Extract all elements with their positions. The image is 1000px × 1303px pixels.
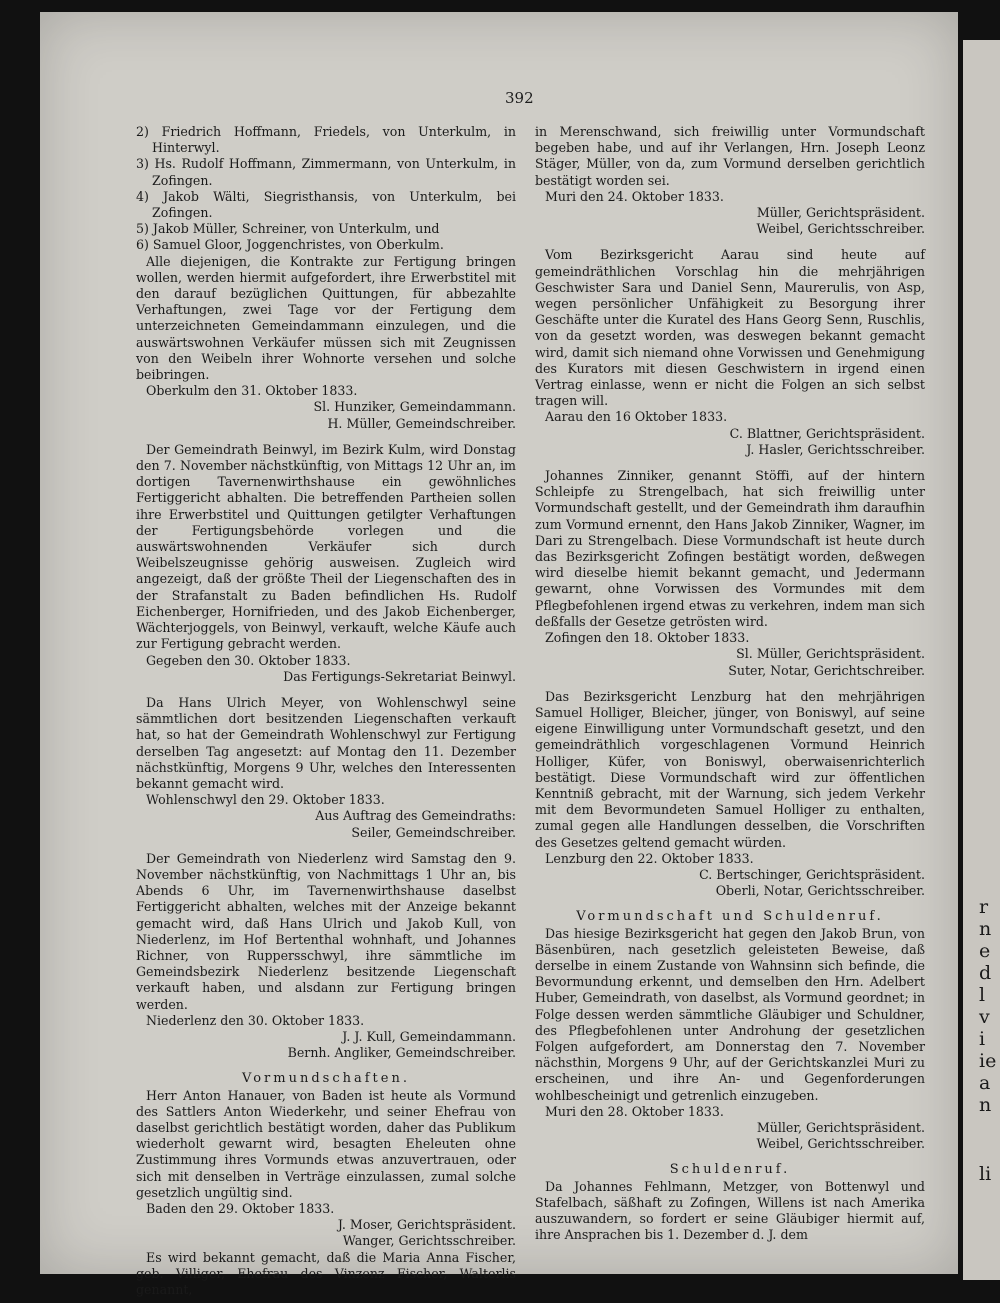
- notice-text: Der Gemeindrath Beinwyl, im Bezirk Kulm, wird Donstag den 7. November nächstkünftig, von Mittags 12 Uhr an, im dortigen Tavernenwirthshause ein gewöhnliches Fertiggericht abhalten. Die betreffenden Partheien sollen ihre Erwerbstitel und Quittungen getilgter Verhaftungen der Fertigungsbehörde vorlegen und die auswärtswohnenden Verkäufer sich durch Weibelszeugnisse gehörig ausweisen. Zugleich wird angezeigt, daß der größte Theil der Liegenschaften des in der Strafanstalt zu Baden befindlichen Hs. Rudolf Eichenberger, Hornifrieden, und des Jakob Eichenberger, Wächterjoggels, von Beinwyl, verkauft, welche Käufe auch zur Fertigung gebracht werden.: [136, 441, 516, 652]
- edge-letter: r: [979, 896, 989, 918]
- section-heading: Vormundschaften.: [242, 1071, 410, 1087]
- edge-letter: e: [979, 940, 991, 962]
- notice-signature: Sl. Müller, Gerichtspräsident.: [736, 646, 925, 662]
- notice-signature: C. Blattner, Gerichtspräsident.: [729, 425, 925, 441]
- notice-signature: Wanger, Gerichtsschreiber.: [342, 1233, 516, 1249]
- notice-date: Muri den 28. Oktober 1833.: [545, 1103, 724, 1119]
- notice-signature: C. Bertschinger, Gerichtspräsident.: [699, 866, 925, 882]
- notice-date: Gegeben den 30. Oktober 1833.: [146, 652, 351, 668]
- edge-letter: li: [979, 1163, 992, 1185]
- notice-signature: J. J. Kull, Gemeindammann.: [342, 1028, 516, 1044]
- list-item: 6) Samuel Gloor, Joggenchristes, von Oberkulm.: [136, 237, 444, 253]
- adjacent-page-edge: [963, 40, 1000, 1280]
- edge-letter: i: [979, 1028, 986, 1050]
- notice-date: Wohlenschwyl den 29. Oktober 1833.: [146, 792, 385, 808]
- notice-text: Es wird bekannt gemacht, daß die Maria Anna Fischer, geb. Villiger, Ehefrau des Vinzenz Fischer, Walterlis genannt,: [136, 1249, 516, 1298]
- notice-text: Das hiesige Bezirksgericht hat gegen den Jakob Brun, von Bäsenbüren, nach gesetzlich geleisteten Beweise, daß derselbe in einem Zustande von Wahnsinn sich befinde, die Bevormundung erkennt, und demselben den Hrn. Adelbert Huber, Gemeindrath, von daselbst, als Vormund geordnet; in Folge dessen werden sämmtliche Gläubiger und Schuldner, des Pflegbefohlenen unter Androhung der gesetzlichen Folgen aufgefordert, am Donnerstag den 7. November nächsthin, Morgens 9 Uhr, auf der Gerichtskanzlei Muri zu erscheinen, und ihre An- und Gegenforderungen wohlbescheinigt und getrenlich einzugeben.: [535, 925, 925, 1103]
- notice-text: Da Hans Ulrich Meyer, von Wohlenschwyl seine sämmtlichen dort besitzenden Liegenschaften verkauft hat, so hat der Gemeindrath Wohlenschwyl zur Fertigung derselben Tag angesetzt: auf Montag den 11. Dezember nächstkünftig, Morgens 9 Uhr, welches den Interessenten bekannt gemacht wird.: [136, 694, 516, 791]
- list-item: 3) Hs. Rudolf Hoffmann, Zimmermann, von Unterkulm, in Zofingen.: [136, 156, 516, 188]
- list-item: 4) Jakob Wälti, Siegristhansis, von Unterkulm, bei Zofingen.: [136, 188, 516, 221]
- notice-signature: Müller, Gerichtspräsident.: [756, 1119, 925, 1135]
- notice-date: Oberkulm den 31. Oktober 1833.: [146, 383, 358, 399]
- notice-signature: H. Müller, Gemeindschreiber.: [327, 415, 516, 431]
- left-column: [136, 124, 516, 1298]
- notice-text: Johannes Zinniker, genannt Stöffi, auf der hintern Schleipfe zu Strengelbach, hat sich freiwillig unter Vormundschaft gestellt, und der Gemeindrath ihm daraufhin zum Vormund ernennt, den Hans Jakob Zinniker, Wagner, im Dari zu Strengelbach. Diese Vormundschaft ist heute durch das Bezirksgericht Zofingen bestätigt worden, deßwegen wird dieselbe hiemit bekannt gemacht, und Jedermann gewarnt, ohne Vorwissen des Vormundes mit dem Pflegbefohlenen irgend etwas zu verkehren, indem man sich deßfalls der Gesetze getrösten wird.: [535, 468, 925, 629]
- notice-signature: Suter, Notar, Gerichtschreiber.: [728, 662, 925, 678]
- notice-signature: Weibel, Gerichtsschreiber.: [756, 1136, 925, 1152]
- right-column: [535, 124, 925, 1243]
- list-item: 2) Friedrich Hoffmann, Friedels, von Unterkulm, in Hinterwyl.: [136, 124, 516, 156]
- section-heading: Schuldenruf.: [669, 1162, 791, 1178]
- edge-letter: n: [979, 918, 992, 940]
- notice-date: Zofingen den 18. Oktober 1833.: [545, 630, 750, 646]
- notice-text: Herr Anton Hanauer, von Baden ist heute als Vormund des Sattlers Anton Wiederkehr, und seiner Ehefrau von daselbst gerichtlich bestätigt worden, daher das Publikum wiederholt gewarnt wird, besagten Eheleuten ohne Zustimmung ihres Vormunds etwas anzuvertrauen, oder sich mit denselben in Verträge einzulassen, zumal solche gesetzlich ungültig sind.: [136, 1087, 516, 1200]
- notice-text: Das Bezirksgericht Lenzburg hat den mehrjährigen Samuel Holliger, Bleicher, jünger, von Boniswyl, auf seine eigene Einwilligung unter Vormundschaft gesetzt, und den gemeindräthlich vorgeschlagenen Vormund Heinrich Holliger, Küfer, von Boniswyl, oberwaisenrichterlich bestätigt. Diese Vormundschaft wird zur öffentlichen Kenntniß gebracht, mit der Warnung, sich jedem Verkehr mit dem Bevormundeten Samuel Holliger zu enthalten, zumal gegen alle Handlungen desselben, die Vorschriften des Gesetzes geltend gemacht würden.: [535, 688, 925, 850]
- edge-letter: l: [979, 984, 986, 1006]
- notice-signature: Müller, Gerichtspräsident.: [756, 205, 925, 221]
- notice-signature: Sl. Hunziker, Gemeindammann.: [313, 399, 516, 415]
- section-heading: Vormundschaft und Schuldenruf.: [576, 909, 884, 925]
- edge-letter: n: [979, 1094, 992, 1116]
- notice-date: Baden den 29. Oktober 1833.: [146, 1201, 335, 1216]
- notice-signature: J. Hasler, Gerichtsschreiber.: [746, 441, 925, 457]
- list-item: 5) Jakob Müller, Schreiner, von Unterkulm, und: [136, 221, 440, 237]
- notice-signature: Weibel, Gerichtsschreiber.: [756, 221, 925, 237]
- notice-signature: Oberli, Notar, Gerichtsschreiber.: [715, 883, 925, 899]
- notice-date: Niederlenz den 30. Oktober 1833.: [146, 1012, 365, 1028]
- edge-letter: v: [979, 1006, 990, 1028]
- notice-text: Da Johannes Fehlmann, Metzger, von Bottenwyl und Stafelbach, säßhaft zu Zofingen, Willens ist nach Amerika auszuwandern, so fordert er seine Gläubiger hiermit auf, ihre Ansprachen bis 1. Dezember d. J. dem: [535, 1178, 925, 1243]
- notice-signature: Seiler, Gemeindschreiber.: [351, 824, 516, 840]
- edge-letter: ie: [979, 1050, 997, 1072]
- notice-signature: Bernh. Angliker, Gemeindschreiber.: [287, 1045, 516, 1061]
- notice-signature: J. Moser, Gerichtspräsident.: [337, 1217, 516, 1233]
- notice-text: Alle diejenigen, die Kontrakte zur Fertigung bringen wollen, werden hiermit aufgefordert, ihre Erwerbstitel mit den darauf bezüglichen Quittungen, für abbezahlte Verhaftungen, zwei Tage vor der Fertigung dem unterzeichneten Gemeindammann einzulegen, und die auswärtswohnen Verkäufer müssen sich mit Zeugnissen von den Weibeln ihrer Wohnorte versehen und solche beibringen.: [136, 253, 516, 383]
- notice-date: Muri den 24. Oktober 1833.: [545, 188, 724, 204]
- notice-text: Der Gemeindrath von Niederlenz wird Samstag den 9. November nächstkünftig, von Nachmittags 1 Uhr an, bis Abends 6 Uhr, im Tavernenwirthshause daselbst Fertiggericht abhalten, welches mit der Anzeige bekannt gemacht wird, daß Hans Ulrich und Jakob Kull, von Niederlenz, im Hof Bertenthal wohnhaft, und Johannes Richner, von Ruppersschwyl, ihre sämmtliche im Gemeindsbezirk Niederlenz besitzende Liegenschaft verkauft haben, und alsdann zur Fertigung bringen werden.: [136, 850, 516, 1012]
- notice-signature: Das Fertigungs-Sekretariat Beinwyl.: [283, 668, 516, 684]
- edge-letter: d: [979, 962, 992, 984]
- notice-signature: Aus Auftrag des Gemeindraths:: [315, 808, 516, 824]
- newspaper-page: [40, 12, 958, 1298]
- page-number: 392: [505, 89, 534, 107]
- notice-text: Vom Bezirksgericht Aarau sind heute auf gemeindräthlichen Vorschlag hin die mehrjährigen Geschwister Sara und Daniel Senn, Maurerulis, von Asp, wegen persönlicher Unfähigkeit zu Besorgung ihrer Geschäfte unter die Kuratel des Hans Georg Senn, Ruschlis, von da gesetzt worden, was deswegen bekannt gemacht wird, damit sich niemand ohne Vorwissen und Genehmigung des Kurators mit diesen Geschwistern in irgend einen Vertrag einlasse, wenn er nicht die Folgen an sich selbst tragen will.: [535, 247, 925, 409]
- notice-date: Lenzburg den 22. Oktober 1833.: [545, 850, 754, 866]
- edge-letter: a: [979, 1072, 991, 1094]
- notice-text: in Merenschwand, sich freiwillig unter Vormundschaft begeben habe, und auf ihr Verlangen, Hrn. Joseph Leonz Stäger, Müller, von da, zum Vormund derselben gerichtlich bestätigt worden sei.: [535, 124, 925, 188]
- notice-date: Aarau den 16 Oktober 1833.: [545, 409, 728, 425]
